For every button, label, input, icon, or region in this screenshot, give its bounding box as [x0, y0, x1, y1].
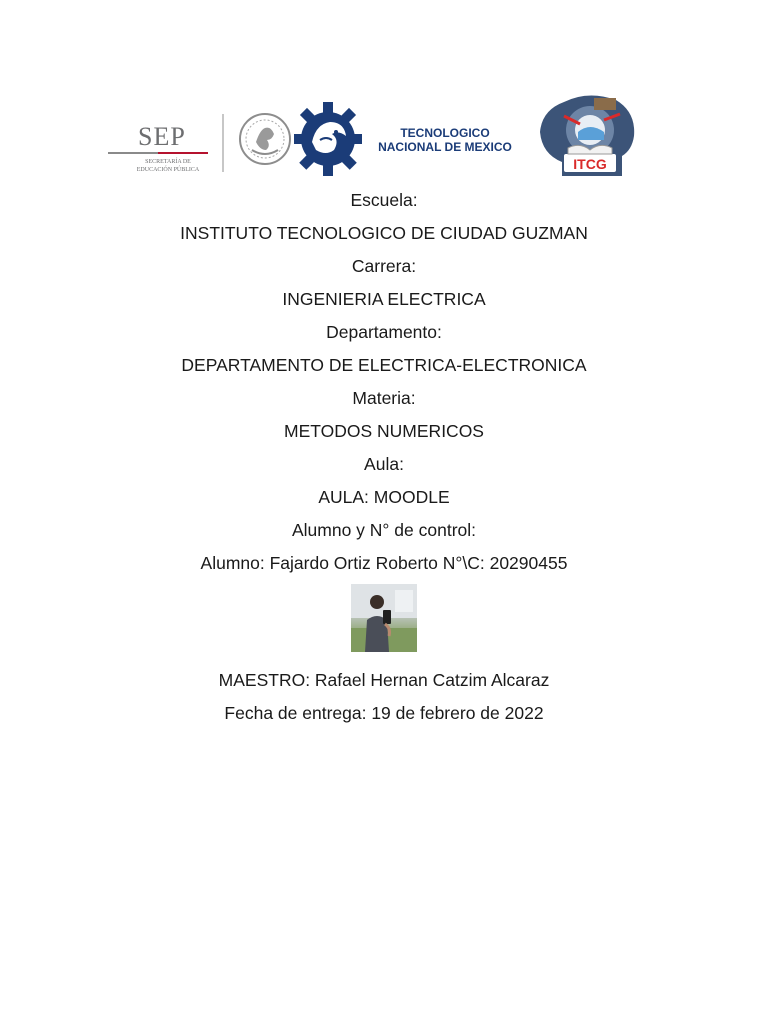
gear-eagle-icon	[292, 100, 364, 178]
aula-value: AULA: MOODLE	[318, 487, 450, 507]
fecha-entrega-text: Fecha de entrega: 19 de febrero de 2022	[224, 703, 544, 723]
cover-page	[0, 184, 768, 730]
logo-band	[0, 92, 768, 182]
mexico-coat-of-arms-icon	[238, 110, 292, 168]
sep-logo-bar	[108, 152, 208, 154]
gear-head-icon	[534, 92, 642, 180]
itcg-logo-text: ITCG	[573, 156, 607, 172]
departamento-label: Departamento:	[326, 322, 442, 342]
maestro-text: MAESTRO: Rafael Hernan Catzim Alcaraz	[218, 670, 550, 690]
tecnm-logo-text	[370, 126, 520, 154]
departamento-value: DEPARTAMENTO DE ELECTRICA-ELECTRONICA	[181, 355, 587, 375]
logo-divider	[222, 114, 224, 172]
student-photo	[351, 584, 417, 652]
materia-value: METODOS NUMERICOS	[284, 421, 484, 441]
tecnm-line-1: TECNOLOGICO	[400, 126, 490, 140]
sep-logo-subtitle: SECRETARÍA DE EDUCACIÓN PÚBLICA	[136, 159, 200, 173]
escuela-label: Escuela:	[350, 190, 418, 210]
alumno-value: Alumno: Fajardo Ortiz Roberto N°\C: 20290455	[200, 553, 568, 573]
carrera-label: Carrera:	[351, 256, 417, 276]
sep-logo-word: SEP	[138, 122, 186, 151]
tecnm-line-2: NACIONAL DE MEXICO	[378, 140, 512, 154]
aula-label: Aula:	[364, 454, 404, 474]
alumno-label: Alumno y N° de control:	[291, 520, 477, 540]
sep-logo	[108, 122, 220, 172]
materia-label: Materia:	[352, 388, 416, 408]
escuela-value: INSTITUTO TECNOLOGICO DE CIUDAD GUZMAN	[180, 223, 588, 243]
carrera-value: INGENIERIA ELECTRICA	[282, 289, 486, 309]
